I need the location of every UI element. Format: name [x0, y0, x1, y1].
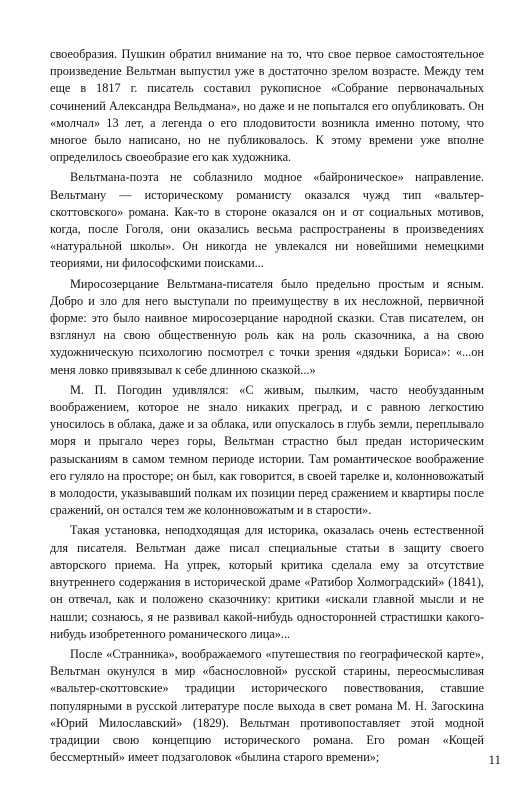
paragraph-3: Миросозерцание Вельтмана-писателя было предельно простым и ясным. Добро и зло для него выступали по преимуществу в их несложной, первичной форме: это было наивное миросозерцание народной сказки. Став писателем, он взглянул на свою общественную роль как на роль сказочника, а на свою художническую психологию посмотрел с точки зрения «дядьки Бориса»: «...он меня ловко привязывал к себе длинною сказкой...»: [50, 276, 484, 377]
paragraph-5: Такая установка, неподходящая для историка, оказалась очень естественной для писателя. Вельтман даже писал специальные статьи в защиту своего авторского приема. На упрек, который критика сделала ему за отсутствие внутреннего содержания в исторической драме «Ратибор Холмоградский» (1841), он отвечал, как и положено сказочнику: критики «искали главной мысли и не нашли; сознаюсь, я не развивал какой-нибудь односторонней страстишки какого-нибудь изобретенного романического лица»...: [50, 523, 484, 641]
paragraph-1: своеобразия. Пушкин обратил внимание на то, что свое первое самостоятельное произведение Вельтман выпустил уже в достаточно зрелом возрасте. Между тем еще в 1817 г. писатель составил рукописное «Собрание первоначальных сочинений Александра Вельдмана», но даже и не попытался его опубликовать. Он «молчал» 13 лет, а легенда о его плодовитости возникла именно потому, что многое было написано, но не публиковалось. К этому времени уже вполне определилось своеобразие его как художника.: [50, 47, 484, 165]
document-body: [50, 46, 484, 766]
paragraph-2: Вельтмана-поэта не соблазнило модное «байроническое» направление. Вельтману — историческому романисту оказался чужд тип «вальтер-скоттовского» романа. Как-то в стороне оказался он и от социальных мотивов, когда, после Гоголя, они оказались весьма распространены в произведениях «натуральной школы». Он никогда не увлекался ни новейшими немецкими теориями, ни философскими поисками...: [50, 170, 484, 271]
paragraph-6: После «Странника», воображаемого «путешествия по географической карте», Вельтман окунулся в мир «баснословной» русской старины, переосмысливая «вальтер-скоттовские» традиции исторического повествования, ставшие популярными в русской литературе после выхода в свет романа М. Н. Загоскина «Юрий Милославский» (1829). Вельтман противопоставляет этой модной традиции свою концепцию исторического романа. Его роман «Кощей бессмертный» имеет подзаголовок «былина старого времени»;: [50, 646, 484, 765]
page-number: 11: [488, 752, 501, 767]
paragraph-4: М. П. Погодин удивлялся: «С живым, пылким, часто необузданным воображением, которое не знало никаких преград, и с равною легкостию уносилось в облака, даже и за облака, или опускалось в глубь земли, переплывало моря и прыгало через горы, Вельтман страстно был предан историческим разысканиям в самом темном периоде истории. Там романтическое воображение его гуляло на просторе; он был, как говорится, в своей тарелке и, колонновожатый в молодости, указывавший полкам их позиции перед сражением и квартиры после сражений, он остался тем же колонновожатым и в старости».: [50, 382, 484, 518]
